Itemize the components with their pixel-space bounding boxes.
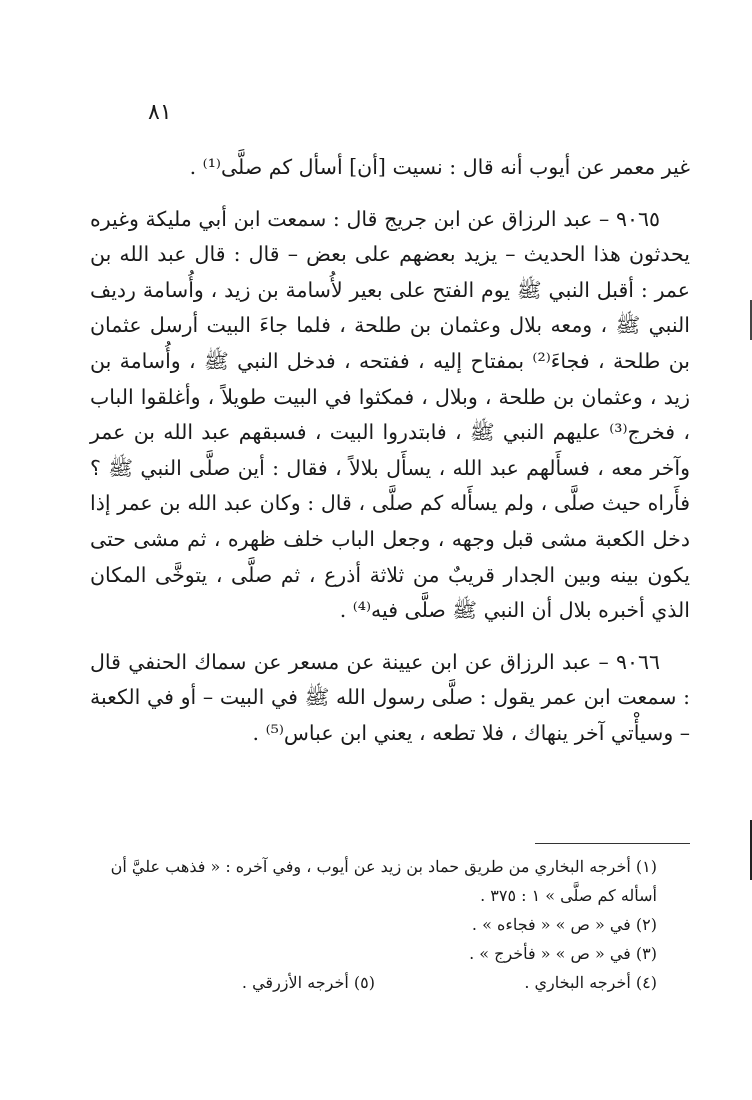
footnote-divider	[535, 843, 690, 844]
main-text	[90, 150, 690, 768]
footnote-2: (٢) في « ص » « فجاءه » .	[471, 915, 657, 934]
page-number: ٨١	[148, 100, 172, 125]
footnote-4: (٤) أخرجه البخاري .	[524, 973, 657, 992]
footnote-1: (١) أخرجه البخاري من طريق حماد بن زيد عن أيوب ، وفي آخره : « فذهب عليَّ أن أسأله كم صلَّى » ١ : ٣٧٥ .	[110, 857, 657, 905]
paragraph-continuation: غير معمر عن أيوب أنه قال : نسيت [أن] أسأل كم صلَّى⁽¹⁾ .	[189, 155, 690, 179]
footnote-3: (٣) في « ص » « فأخرج » .	[469, 944, 657, 963]
footnote-row	[95, 968, 695, 997]
hadith-9065: ٩٠٦٥ – عبد الرزاق عن ابن جريج قال : سمعت ابن أبي مليكة وغيره يحدثون هذا الحديث – يزيد بعضهم على بعض – قال : قال عبد الله بن عمر : أقبل النبي ﷺ يوم الفتح على بعير لأُسامة بن زيد ، وأُسامة رديف النبي ﷺ ، ومعه بلال وعثمان بن طلحة ، فلما جاءَ البيت أرسل عثمان بن طلحة ، فجاءَ⁽²⁾ بمفتاح إليه ، ففتحه ، فدخل النبي ﷺ ، وأُسامة بن زيد ، وعثمان بن طلحة ، وبلال ، فمكثوا في البيت طويلاً ، وأغلقوا الباب ، فخرج⁽³⁾ عليهم النبي ﷺ ، فابتدروا البيت ، فسبقهم عبد الله بن عمر وآخر معه ، فسأَلهم عبد الله ، يسأَل بلالاً ، فقال : أين صلَّى النبي ﷺ ؟ فأَراه حيث صلَّى ، ولم يسأَله كم صلَّى ، قال : وكان عبد الله بن عمر إذا دخل الكعبة مشى قبل وجهه ، وجعل الباب خلف ظهره ، ثم مشى حتى يكون بينه وبين الجدار قريبٌ من ثلاثة أذرع ، ثم صلَّى ، يتوخَّى المكان الذي أخبره بلال أن النبي ﷺ صلَّى فيه⁽⁴⁾ .	[90, 206, 691, 623]
footnote-5: (٥) أخرجه الأزرقي .	[241, 973, 375, 992]
hadith-9066: ٩٠٦٦ – عبد الرزاق عن ابن عيينة عن مسعر عن سماك الحنفي قال : سمعت ابن عمر يقول : صلَّى رسول الله ﷺ في البيت – أو في الكعبة – وسيأْتي آخر ينهاك ، فلا تطعه ، يعني ابن عباس⁽⁵⁾ .	[90, 649, 690, 745]
footnotes	[95, 852, 695, 997]
